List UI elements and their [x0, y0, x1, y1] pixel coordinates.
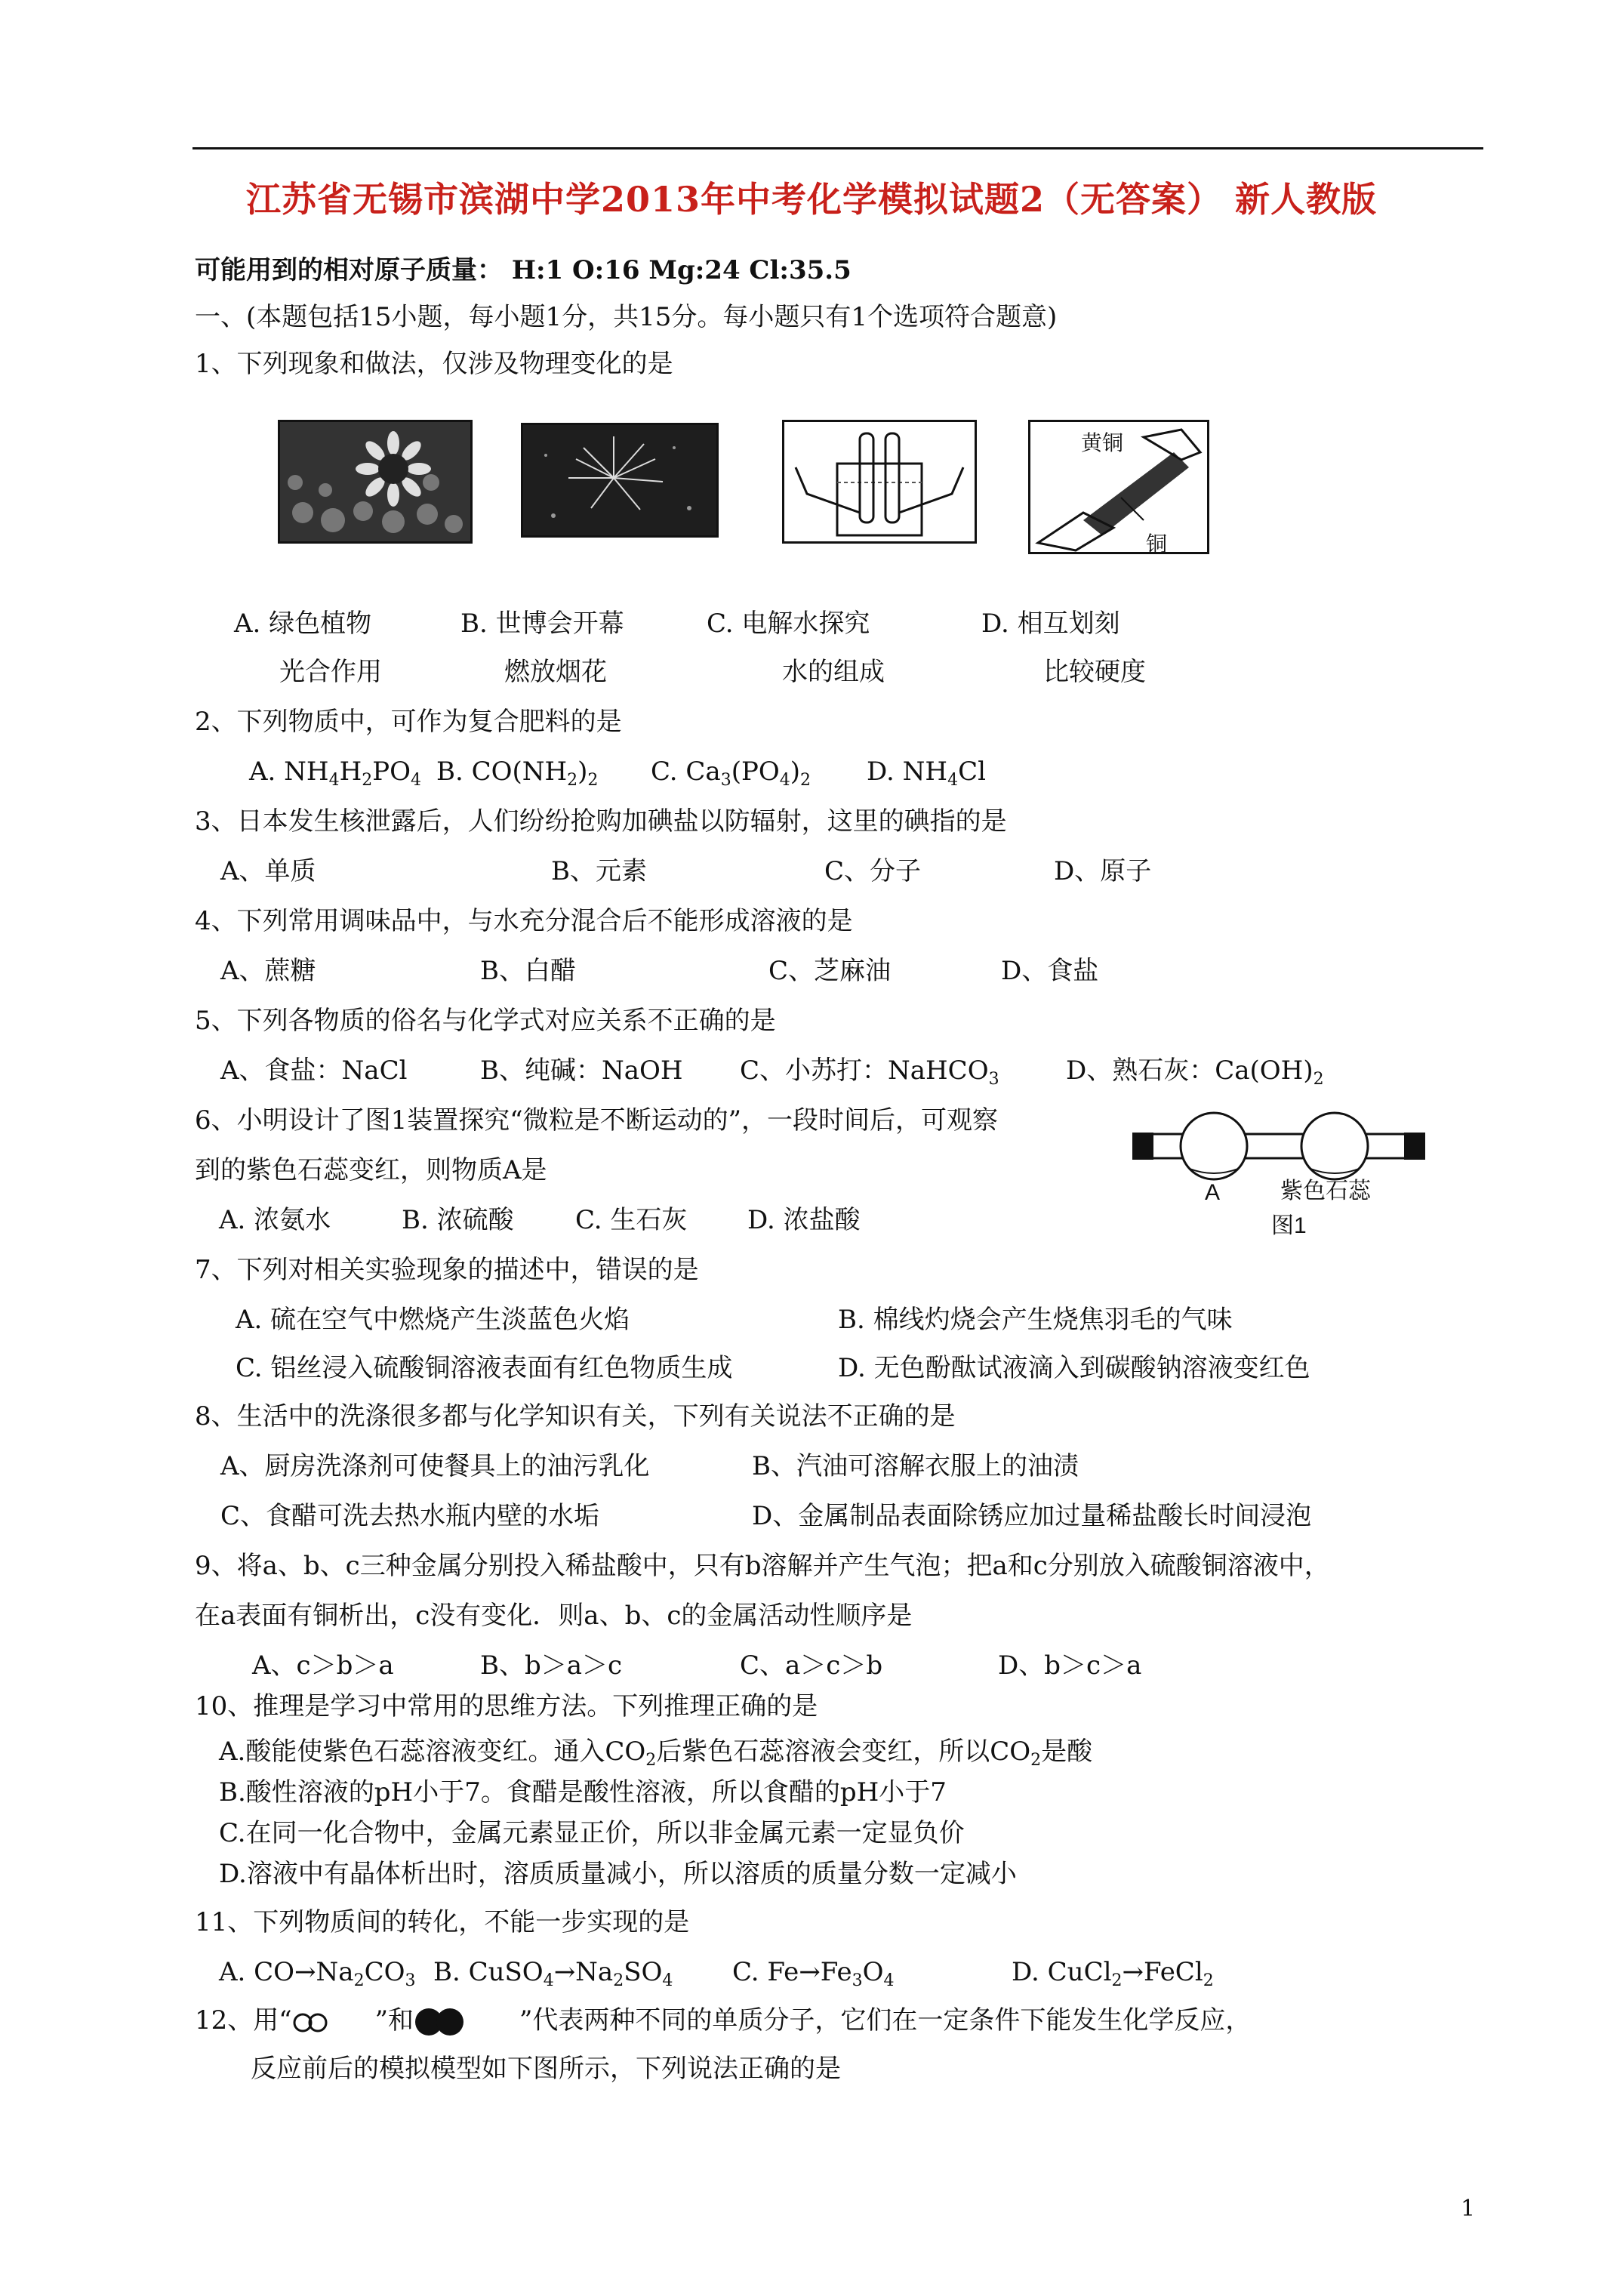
q6-stem-line2: 到的紫色石蕊变红，则物质A是 — [195, 1155, 547, 1185]
q10-option-c: C.在同一化合物中，金属元素显正价，所以非金属元素一定显负价 — [219, 1818, 965, 1848]
q5-option-a: A、食盐：NaCl — [220, 1056, 408, 1086]
q5-option-b: B、纯碱：NaOH — [480, 1056, 683, 1086]
page-number: 1 — [1461, 2196, 1476, 2222]
q8-option-c: C、食醋可洗去热水瓶内壁的水垢 — [220, 1501, 600, 1531]
q9-stem-line2: 在a表面有铜析出，c没有变化．则a、b、c的金属活动性顺序是 — [195, 1601, 913, 1631]
q1-option-d-cont: 比较硬度 — [1043, 657, 1146, 687]
q2-stem: 2、下列物质中，可作为复合肥料的是 — [195, 707, 622, 737]
q11-option-b: B. $CuSO_4\to Na_2SO_4$ — [433, 1957, 673, 1990]
q1-option-b: B. 世博会开幕 — [460, 609, 624, 639]
q7-option-b: B. 棉线灼烧会产生烧焦羽毛的气味 — [838, 1305, 1233, 1335]
q4-stem: 4、下列常用调味品中，与水充分混合后不能形成溶液的是 — [195, 906, 853, 936]
q6-stem-line1: 6、小明设计了图1装置探究“微粒是不断运动的”，一段时间后，可观察 — [195, 1105, 999, 1136]
q4-option-a: A、蔗糖 — [220, 956, 316, 986]
section-heading: 一、(本题包括15小题，每小题1分，共15分。每小题只有1个选项符合题意) — [195, 302, 1058, 332]
q3-stem: 3、日本发生核泄露后，人们纷纷抢购加碘盐以防辐射，这里的碘指的是 — [195, 806, 1007, 837]
q9-option-a: A、c＞b＞a — [252, 1650, 394, 1681]
q2-option-b: B. $CO(NH_2)_2$ — [436, 757, 599, 790]
q10-option-b: B.酸性溶液的pH小于7。食醋是酸性溶液，所以食醋的pH小于7 — [219, 1777, 947, 1808]
figure-1-apparatus — [1132, 1104, 1427, 1187]
q1-option-a: A. 绿色植物 — [234, 609, 372, 639]
figure-1-label-litmus: 紫色石蕊 — [1280, 1179, 1371, 1203]
q5-option-c: C、小苏打：NaHCO$_3$ — [740, 1056, 999, 1089]
q4-option-d: D、食盐 — [1001, 956, 1099, 986]
q2-option-a: A. $NH_4H_2PO_4$ — [249, 757, 421, 790]
q3-option-c: C、分子 — [824, 856, 922, 886]
q11-option-a: A. $CO\to Na_2CO_3$ — [219, 1957, 416, 1990]
q1-stem: 1、下列现象和做法，仅涉及物理变化的是 — [195, 349, 673, 379]
q7-option-d: D. 无色酚酞试液滴入到碳酸钠溶液变红色 — [838, 1353, 1310, 1383]
q11-stem: 11、下列物质间的转化，不能一步实现的是 — [195, 1907, 690, 1937]
q10-option-a: A.酸能使紫色石蕊溶液变红。通入$CO_2$后紫色石蕊溶液会变红，所以$CO_2$是酸 — [219, 1737, 1093, 1770]
q11-option-c: C. $Fe\to Fe_3O_4$ — [732, 1957, 895, 1990]
q5-option-d: D、熟石灰：$Ca(OH)_2$ — [1066, 1056, 1324, 1089]
q4-option-c: C、芝麻油 — [768, 956, 892, 986]
open-circle-molecule-icon — [292, 2011, 375, 2033]
q1-option-d: D. 相互划刻 — [981, 609, 1120, 639]
figure-1-caption: 图1 — [1271, 1213, 1307, 1238]
q7-option-c: C. 铝丝浸入硫酸铜溶液表面有红色物质生成 — [236, 1353, 733, 1383]
q6-option-b: B. 浓硫酸 — [402, 1205, 514, 1235]
q1-option-b-cont: 燃放烟花 — [504, 657, 607, 687]
q7-stem: 7、下列对相关实验现象的描述中，错误的是 — [195, 1255, 699, 1285]
q4-option-b: B、白醋 — [480, 956, 576, 986]
atomic-mass-line: 可能用到的相对原子质量： H:1 O:16 Mg:24 Cl:35.5 — [195, 255, 852, 285]
filled-circle-molecule-icon — [414, 2007, 519, 2037]
q1-option-c-cont: 水的组成 — [782, 657, 885, 687]
q2-option-c: C. $Ca_3(PO_4)_2$ — [651, 757, 811, 790]
q8-stem: 8、生活中的洗涤很多都与化学知识有关，下列有关说法不正确的是 — [195, 1401, 956, 1432]
page-title: 江苏省无锡市滨湖中学2013年中考化学模拟试题2（无答案） 新人教版 — [245, 179, 1378, 220]
q9-option-b: B、b＞a＞c — [480, 1650, 623, 1681]
q9-option-c: C、a＞c＞b — [740, 1650, 883, 1681]
q12-stem-line1: 12、用“ ”和 ”代表两种不同的单质分子，它们在一定条件下能发生化学反应， — [195, 2005, 1252, 2036]
q3-option-a: A、单质 — [220, 856, 316, 886]
sunflower-photo — [278, 420, 473, 544]
q6-option-d: D. 浓盐酸 — [747, 1205, 861, 1235]
fireworks-photo — [521, 423, 719, 538]
q7-option-a: A. 硫在空气中燃烧产生淡蓝色火焰 — [236, 1305, 630, 1335]
q12-stem-line2: 反应前后的模拟模型如下图所示，下列说法正确的是 — [251, 2054, 841, 2084]
q1-option-a-cont: 光合作用 — [279, 657, 382, 687]
header-rule — [192, 147, 1483, 149]
q1-option-c: C. 电解水探究 — [707, 609, 870, 639]
label-copper: 铜 — [1146, 532, 1168, 556]
q10-stem: 10、推理是学习中常用的思维方法。下列推理正确的是 — [195, 1691, 818, 1721]
q6-option-a: A. 浓氨水 — [219, 1205, 331, 1235]
q2-option-d: D. $NH_4Cl$ — [867, 757, 986, 790]
q8-option-d: D、金属制品表面除锈应加过量稀盐酸长时间浸泡 — [752, 1501, 1312, 1531]
q3-option-d: D、原子 — [1054, 856, 1152, 886]
q8-option-a: A、厨房洗涤剂可使餐具上的油污乳化 — [220, 1451, 650, 1481]
q8-option-b: B、汽油可溶解衣服上的油渍 — [752, 1451, 1079, 1481]
q5-stem: 5、下列各物质的俗名与化学式对应关系不正确的是 — [195, 1006, 776, 1036]
figure-1-label-a: A — [1205, 1180, 1221, 1205]
q9-stem-line1: 9、将a、b、c三种金属分别投入稀盐酸中，只有b溶解并产生气泡；把a和c分别放入硫酸铜溶液中， — [195, 1551, 1330, 1581]
q6-option-c: C. 生石灰 — [575, 1205, 688, 1235]
q10-option-d: D.溶液中有晶体析出时，溶质质量减小，所以溶质的质量分数一定减小 — [219, 1859, 1017, 1889]
electrolysis-figure — [782, 420, 977, 544]
label-brass: 黄铜 — [1081, 430, 1124, 455]
q11-option-d: D. CuCl$_2$→FeCl$_2$ — [1012, 1957, 1214, 1990]
q3-option-b: B、元素 — [551, 856, 647, 886]
q9-option-d: D、b＞c＞a — [998, 1650, 1142, 1681]
